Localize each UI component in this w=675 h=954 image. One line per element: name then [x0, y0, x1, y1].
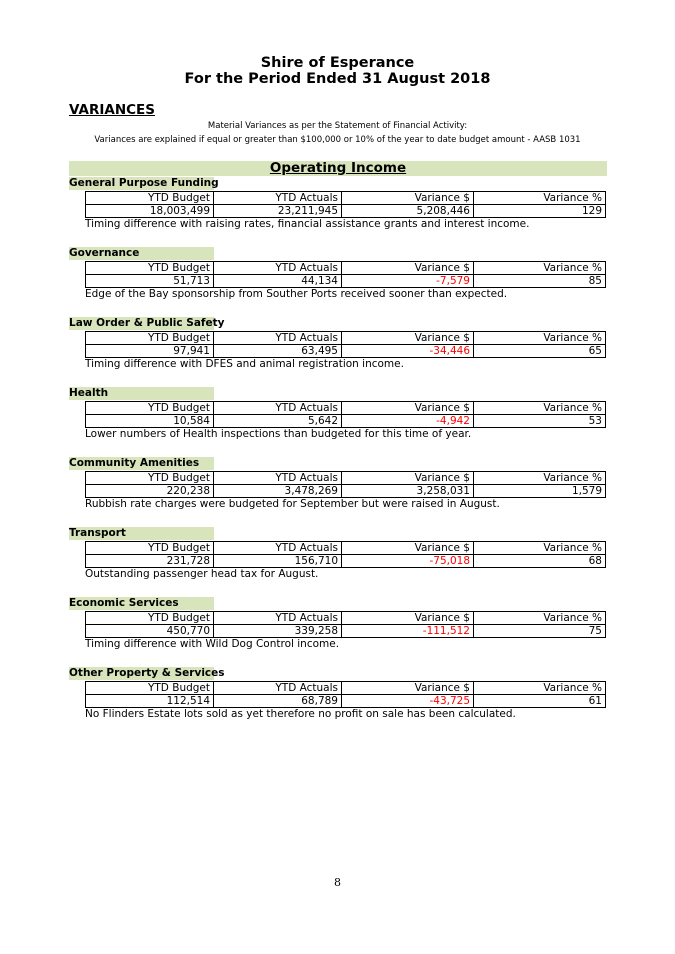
section-heading: Transport	[69, 527, 214, 540]
table-header-row	[86, 332, 606, 345]
variance-table	[85, 681, 606, 708]
note-line-1: Material Variances as per the Statement of Financial Activity:	[207, 121, 468, 131]
col-ytd-budget: YTD Budget	[86, 542, 214, 555]
col-ytd-budget: YTD Budget	[86, 262, 214, 275]
variance-table	[85, 261, 606, 288]
section-economic-services	[69, 597, 609, 663]
col-variance-percent: Variance %	[474, 682, 606, 695]
ytd-budget-value: 220,238	[86, 485, 214, 498]
ytd-actuals-value: 339,258	[214, 625, 342, 638]
col-ytd-budget: YTD Budget	[86, 682, 214, 695]
variance-table	[85, 401, 606, 428]
col-variance-percent: Variance %	[474, 332, 606, 345]
variance-percent-value: 1,579	[474, 485, 606, 498]
section-transport	[69, 527, 609, 593]
variance-comment: No Flinders Estate lots sold as yet therefore no profit on sale has been calculated.	[85, 708, 516, 720]
table-row	[86, 555, 606, 568]
variance-percent-value: 75	[474, 625, 606, 638]
variance-amount-value: 3,258,031	[342, 485, 474, 498]
variances-heading: VARIANCES	[69, 102, 155, 118]
col-ytd-actuals: YTD Actuals	[214, 332, 342, 345]
col-ytd-actuals: YTD Actuals	[214, 472, 342, 485]
variance-percent-value: 53	[474, 415, 606, 428]
table-header-row	[86, 192, 606, 205]
operating-income-title: Operating Income	[269, 160, 407, 176]
variance-comment: Timing difference with raising rates, financial assistance grants and interest income.	[85, 218, 530, 230]
col-ytd-actuals: YTD Actuals	[214, 192, 342, 205]
col-variance-amount: Variance $	[342, 472, 474, 485]
section-heading: Other Property & Services	[69, 667, 225, 679]
ytd-actuals-value: 68,789	[214, 695, 342, 708]
col-variance-amount: Variance $	[342, 682, 474, 695]
variance-percent-value: 65	[474, 345, 606, 358]
variance-amount-value: -34,446	[342, 345, 474, 358]
variance-percent-value: 68	[474, 555, 606, 568]
section-heading: Law Order & Public Safety	[69, 317, 225, 329]
table-header-row	[86, 682, 606, 695]
variance-table	[85, 471, 606, 498]
col-variance-amount: Variance $	[342, 542, 474, 555]
table-header-row	[86, 262, 606, 275]
col-ytd-budget: YTD Budget	[86, 192, 214, 205]
variance-comment: Timing difference with Wild Dog Control income.	[85, 638, 340, 650]
col-ytd-budget: YTD Budget	[86, 472, 214, 485]
section-heading: Community Amenities	[69, 457, 214, 470]
note-line-2: Variances are explained if equal or greater than $100,000 or 10% of the year to date budget amount - AASB 1031	[94, 135, 581, 145]
table-row	[86, 485, 606, 498]
section-governance	[69, 247, 609, 313]
col-variance-amount: Variance $	[342, 332, 474, 345]
ytd-budget-value: 18,003,499	[86, 205, 214, 218]
col-ytd-actuals: YTD Actuals	[214, 262, 342, 275]
variance-amount-value: -7,579	[342, 275, 474, 288]
variance-table	[85, 191, 606, 218]
variance-comment: Rubbish rate charges were budgeted for September but were raised in August.	[85, 498, 500, 510]
variance-table	[85, 541, 606, 568]
section-health	[69, 387, 609, 453]
section-heading: Economic Services	[69, 597, 214, 610]
variance-comment: Timing difference with DFES and animal registration income.	[85, 358, 404, 370]
ytd-budget-value: 51,713	[86, 275, 214, 288]
table-row	[86, 345, 606, 358]
table-row	[86, 415, 606, 428]
ytd-budget-value: 450,770	[86, 625, 214, 638]
col-ytd-actuals: YTD Actuals	[214, 542, 342, 555]
ytd-budget-value: 10,584	[86, 415, 214, 428]
section-heading: Governance	[69, 247, 214, 260]
table-header-row	[86, 542, 606, 555]
variance-table	[85, 611, 606, 638]
ytd-actuals-value: 23,211,945	[214, 205, 342, 218]
section-law-order-public-safety	[69, 317, 609, 383]
ytd-actuals-value: 156,710	[214, 555, 342, 568]
ytd-actuals-value: 44,134	[214, 275, 342, 288]
ytd-actuals-value: 3,478,269	[214, 485, 342, 498]
variance-comment: Lower numbers of Health inspections than budgeted for this time of year.	[85, 428, 472, 440]
variance-amount-value: -43,725	[342, 695, 474, 708]
variance-amount-value: -111,512	[342, 625, 474, 638]
section-community-amenities	[69, 457, 609, 523]
variance-amount-value: 5,208,446	[342, 205, 474, 218]
col-variance-percent: Variance %	[474, 262, 606, 275]
section-heading: Health	[69, 387, 214, 400]
col-variance-percent: Variance %	[474, 612, 606, 625]
table-row	[86, 275, 606, 288]
report-period: For the Period Ended 31 August 2018	[184, 71, 491, 87]
col-ytd-actuals: YTD Actuals	[214, 612, 342, 625]
section-general-purpose-funding	[69, 177, 609, 243]
table-header-row	[86, 612, 606, 625]
col-variance-percent: Variance %	[474, 192, 606, 205]
variance-table	[85, 331, 606, 358]
variance-comment: Outstanding passenger head tax for August.	[85, 568, 319, 580]
page-number: 8	[334, 876, 341, 889]
variance-comment: Edge of the Bay sponsorship from Souther Ports received sooner than expected.	[85, 288, 508, 300]
ytd-actuals-value: 5,642	[214, 415, 342, 428]
table-row	[86, 205, 606, 218]
col-variance-percent: Variance %	[474, 542, 606, 555]
section-other-property-services	[69, 667, 609, 733]
col-ytd-budget: YTD Budget	[86, 332, 214, 345]
ytd-budget-value: 112,514	[86, 695, 214, 708]
variance-amount-value: -75,018	[342, 555, 474, 568]
section-heading: General Purpose Funding	[69, 177, 219, 189]
col-ytd-budget: YTD Budget	[86, 402, 214, 415]
report-title: Shire of Esperance	[260, 55, 415, 71]
ytd-budget-value: 231,728	[86, 555, 214, 568]
ytd-actuals-value: 63,495	[214, 345, 342, 358]
variance-percent-value: 85	[474, 275, 606, 288]
table-header-row	[86, 402, 606, 415]
col-variance-percent: Variance %	[474, 472, 606, 485]
col-ytd-actuals: YTD Actuals	[214, 682, 342, 695]
col-variance-amount: Variance $	[342, 192, 474, 205]
ytd-budget-value: 97,941	[86, 345, 214, 358]
variance-percent-value: 61	[474, 695, 606, 708]
col-variance-percent: Variance %	[474, 402, 606, 415]
table-row	[86, 625, 606, 638]
variance-percent-value: 129	[474, 205, 606, 218]
col-ytd-actuals: YTD Actuals	[214, 402, 342, 415]
variance-amount-value: -4,942	[342, 415, 474, 428]
table-row	[86, 695, 606, 708]
table-header-row	[86, 472, 606, 485]
col-variance-amount: Variance $	[342, 612, 474, 625]
col-ytd-budget: YTD Budget	[86, 612, 214, 625]
col-variance-amount: Variance $	[342, 262, 474, 275]
col-variance-amount: Variance $	[342, 402, 474, 415]
